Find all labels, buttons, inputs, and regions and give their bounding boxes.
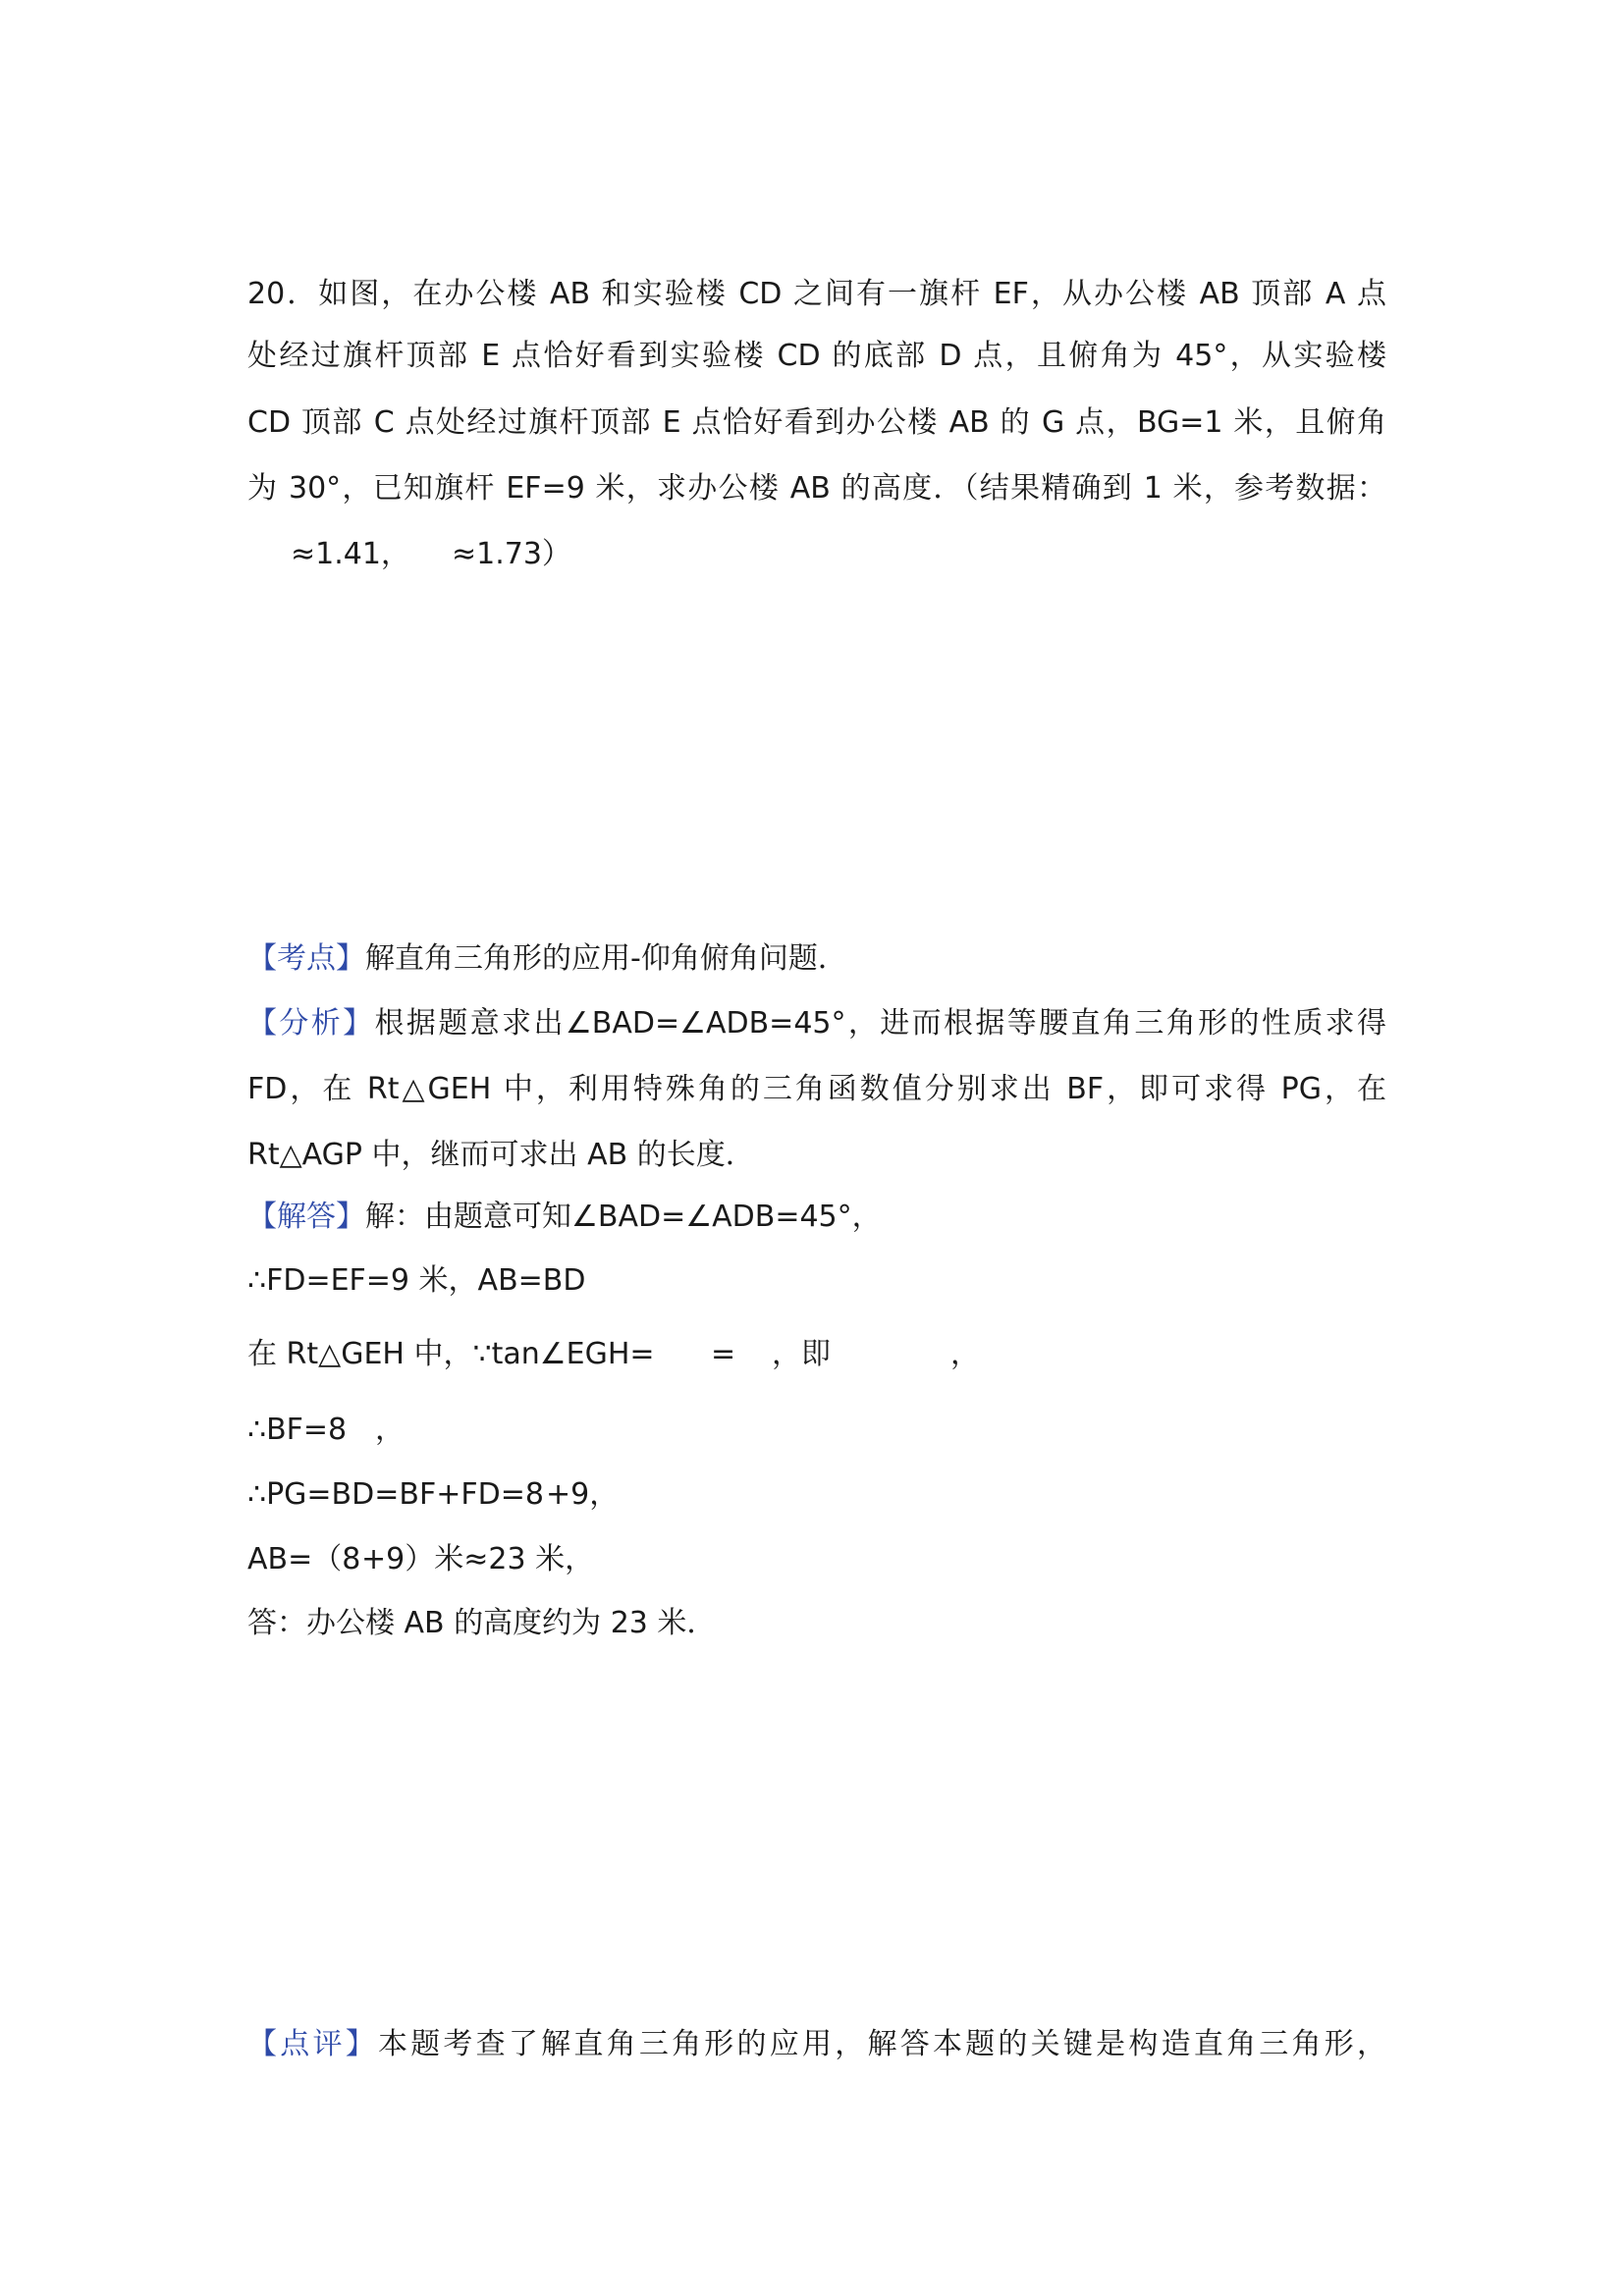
fenxi-line-2: FD，在 Rt△GEH 中，利用特殊角的三角函数值分别求出 BF，即可求得 PG，在 [247, 1072, 1386, 1106]
jieda-answer-line: 答：办公楼 AB 的高度约为 23 米． [247, 1606, 717, 1640]
kaodian-text: 解直角三角形的应用-仰角俯角问题． [365, 941, 847, 976]
kaodian-section [247, 939, 847, 979]
question-line-1: 20．如图，在办公楼 AB 和实验楼 CD 之间有一旗杆 EF，从办公楼 AB 顶部 A 点 [247, 277, 1386, 311]
jieda-text-1: 解：由题意可知∠BAD=∠ADB=45°， [365, 1200, 882, 1234]
jieda-tag: 【解答】 [247, 1200, 365, 1234]
jieda-line-1 [247, 1198, 882, 1237]
fenxi-line-3: Rt△AGP 中，继而可求出 AB 的长度． [247, 1138, 755, 1172]
jieda-line-5-tail: +9， [546, 1477, 620, 1512]
reference-value-sqrt2: ≈1.41， [291, 537, 410, 571]
question-line-3: CD 顶部 C 点处经过旗杆顶部 E 点恰好看到办公楼 AB 的 G 点，BG=1 米，且俯角 [247, 405, 1386, 440]
jieda-line-6: AB=（8 [247, 1542, 361, 1576]
jieda-line-3-comma: ， [950, 1337, 980, 1371]
jieda-line-4-comma: ， [375, 1413, 405, 1447]
jieda-line-5: ∴PG=BD=BF+FD=8 [247, 1477, 544, 1512]
jieda-line-2: ∴FD=EF=9 米，AB=BD [247, 1263, 586, 1298]
jieda-line-4: ∴BF=8 [247, 1413, 348, 1447]
fenxi-tag: 【分析】 [247, 1006, 375, 1041]
jieda-line-3 [247, 1335, 655, 1374]
dianping-section [247, 2025, 1386, 2064]
jieda-line-3-part-a: 在 Rt△GEH 中，∵tan∠EGH= [247, 1337, 655, 1371]
jieda-line-6-tail: +9）米≈23 米， [361, 1542, 595, 1576]
fenxi-line-1 [247, 1004, 1386, 1043]
kaodian-tag: 【考点】 [247, 941, 365, 976]
dianping-text: 本题考查了解直角三角形的应用，解答本题的关键是构造直角三角形， [377, 2027, 1387, 2061]
fenxi-text-1: 根据题意求出∠BAD=∠ADB=45°，进而根据等腰直角三角形的性质求得 [374, 1006, 1387, 1041]
question-line-2: 处经过旗杆顶部 E 点恰好看到实验楼 CD 的底部 D 点，且俯角为 45°，从实验楼 [247, 339, 1386, 373]
jieda-line-3-ji: ，即 [772, 1337, 831, 1371]
jieda-line-3-equals: = [711, 1337, 736, 1371]
reference-value-sqrt3: ≈1.73） [452, 537, 571, 571]
question-line-4: 为 30°，已知旗杆 EF=9 米，求办公楼 AB 的高度．（结果精确到 1 米，参考数据： [247, 471, 1386, 506]
dianping-tag: 【点评】 [247, 2027, 378, 2061]
